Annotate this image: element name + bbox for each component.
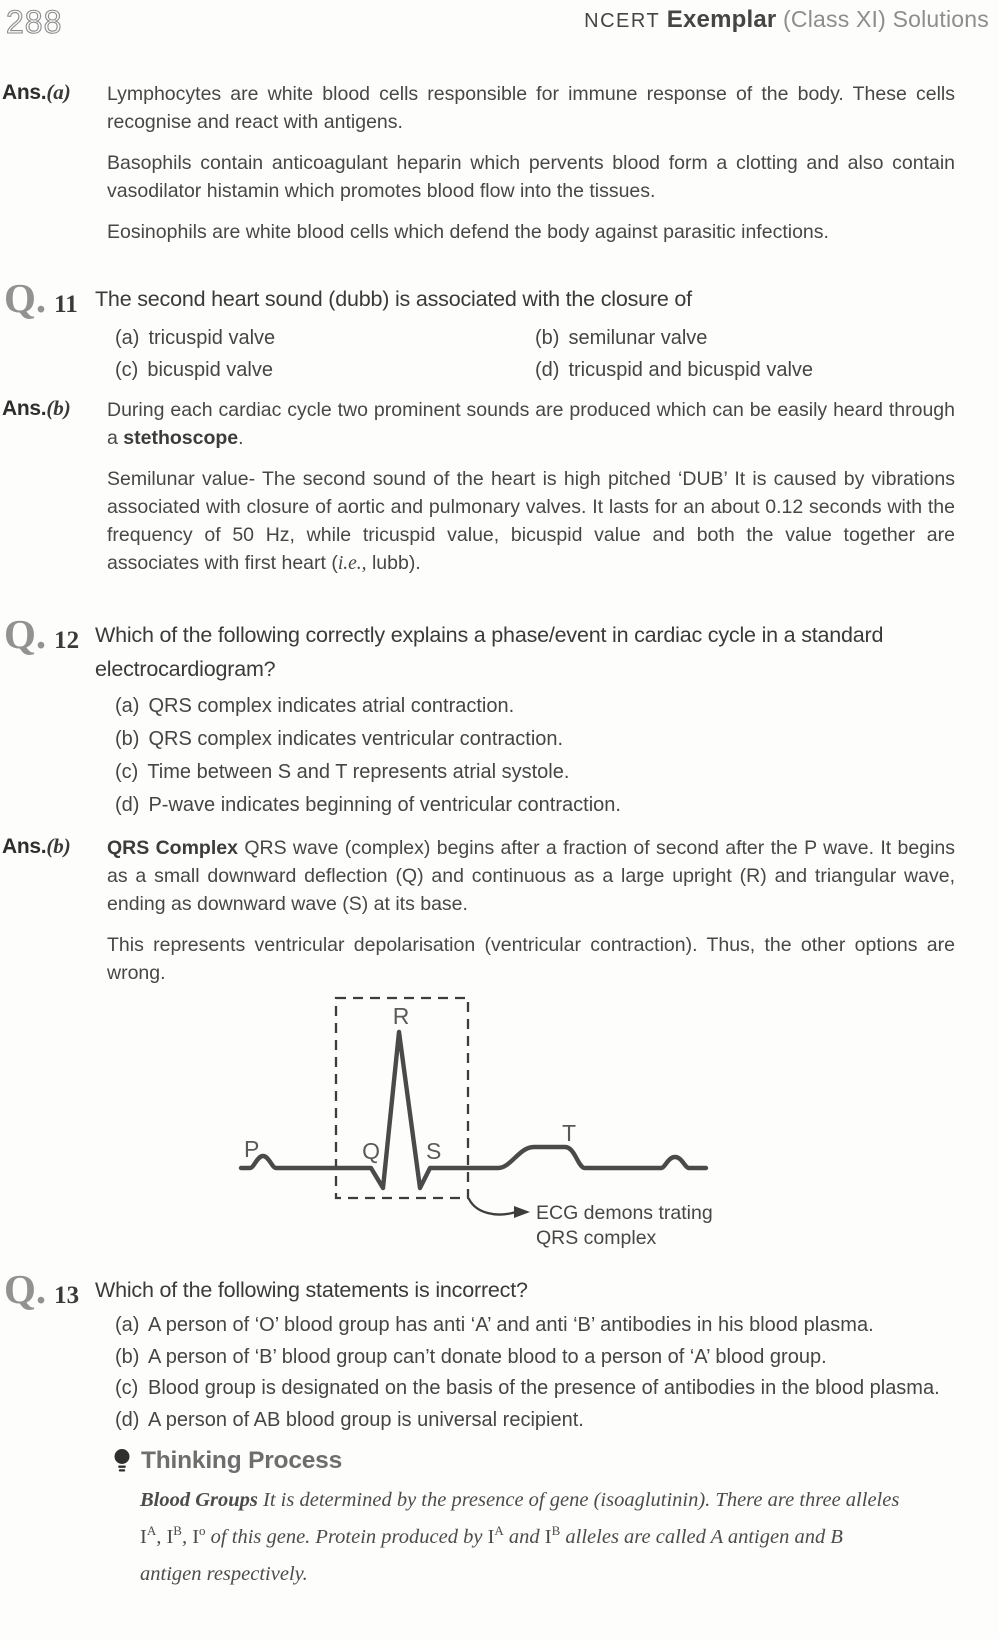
thinking-process-header xyxy=(114,1447,904,1475)
question-13-block xyxy=(0,1266,999,1437)
option-a: (a) QRS complex indicates atrial contraction. xyxy=(115,695,515,717)
question-text: Which of the following statements is incorrect? xyxy=(95,1278,528,1302)
s-wave-label: S xyxy=(426,1138,442,1164)
option-d: (d) tricuspid and bicuspid valve xyxy=(535,359,814,381)
option-d: (d) P-wave indicates beginning of ventricular contraction. xyxy=(115,794,621,816)
thinking-process-body: Blood Groups It is determined by the presence of gene (isoaglutinin). There are three alleles $I^A$, $I^B$, $I^o$ of this gene. Protein produced by $I^A$ and $I^B$ alleles are called A antigen and B antigen respectively. xyxy=(140,1489,900,1585)
q-glyph: Q. xyxy=(4,275,47,321)
thinking-process-section xyxy=(114,1447,904,1593)
paragraph: Lymphocytes are white blood cells responsible for immune response of the body. These cells recognise and react with antigens. xyxy=(107,83,955,133)
ecg-waveform-figure xyxy=(228,991,778,1256)
answer-10-block xyxy=(0,80,999,246)
book-title xyxy=(584,6,989,34)
answer-label: Ans.(b) xyxy=(2,834,71,858)
lightbulb-icon xyxy=(114,1448,130,1474)
t-wave-label: T xyxy=(561,1120,577,1146)
question-number: 12 xyxy=(54,627,80,654)
question-text: Which of the following correctly explains a phase/event in cardiac cycle in a standard electrocardiogram? xyxy=(95,623,884,681)
option-b: (b) QRS complex indicates ventricular contraction. xyxy=(115,728,564,750)
thinking-process-title: Thinking Process xyxy=(141,1447,343,1474)
option-d: (d) A person of AB blood group is universal recipient. xyxy=(115,1408,584,1431)
question-12-block xyxy=(0,611,999,822)
paragraph: Eosinophils are white blood cells which defend the body against parasitic infections. xyxy=(107,221,829,243)
paragraph: This represents ventricular depolarisation (ventricular contraction). Thus, the other options are wrong. xyxy=(107,934,955,984)
options-grid xyxy=(115,322,955,386)
question-label xyxy=(0,1266,95,1437)
question-11-block xyxy=(0,275,999,386)
allele-IB: $I^B$ xyxy=(166,1523,182,1548)
paragraph: Basophils contain anticoagulant heparin which pervents blood form a clotting and also contain vasodilator histamin which promotes blood flow into the tissues. xyxy=(107,152,955,202)
page-header xyxy=(0,0,999,38)
allele-IA: $I^A$ xyxy=(140,1523,157,1548)
paragraph: QRS Complex QRS wave (complex) begins after a fraction of second after the P wave. It begins as a small downward deflection (Q) and continuous as a large upright (R) and triangular wave, ending as downward wave (S) at its base. xyxy=(107,837,956,915)
question-number: 11 xyxy=(54,291,78,318)
allele-Io: $I^o$ xyxy=(192,1523,206,1548)
book-title-exemplar: Exemplar xyxy=(666,6,777,33)
book-title-ncert: NCERT xyxy=(584,10,661,32)
q-glyph: Q. xyxy=(4,1266,47,1312)
answer-body xyxy=(107,396,955,578)
ecg-caption-line1: ECG demons trating xyxy=(536,1202,713,1224)
answer-label: Ans.(b) xyxy=(2,396,71,420)
question-label xyxy=(0,275,95,386)
question-text: The second heart sound (dubb) is associated with the closure of xyxy=(95,287,692,311)
options-list xyxy=(115,1311,955,1434)
answer-12-block xyxy=(0,834,999,987)
thinking-lead: Blood Groups xyxy=(140,1489,258,1511)
ecg-diagram xyxy=(228,991,999,1261)
paragraph: Semilunar value- The second sound of the heart is high pitched ‘DUB’ It is caused by vibrations associated with closure of aortic and pulmonary valves. It lasts for an about 0.12 seconds with the frequency of 50 Hz, while tricuspid value, bicuspid value and both the value together are associates with first heart (i.e., lubb). xyxy=(107,468,955,574)
q-wave-label: Q xyxy=(362,1138,380,1164)
answer-body xyxy=(107,80,955,246)
caption-arrowhead xyxy=(514,1206,530,1218)
options-list xyxy=(115,690,955,822)
answer-label: Ans.(a) xyxy=(2,80,71,104)
ecg-trace xyxy=(241,1032,706,1188)
option-b: (b) A person of ‘B’ blood group can’t donate blood to a person of ‘A’ blood group. xyxy=(115,1345,827,1368)
option-a: (a) A person of ‘O’ blood group has anti ‘A’ and anti ‘B’ antibodies in his blood plasma. xyxy=(115,1314,874,1336)
answer-body xyxy=(107,834,955,987)
caption-arrow xyxy=(469,1199,516,1214)
option-c: (c) Time between S and T represents atrial systole. xyxy=(115,761,570,783)
answer-11-block xyxy=(0,396,999,578)
question-number: 13 xyxy=(54,1282,80,1309)
ecg-caption-line2: QRS complex xyxy=(536,1227,657,1249)
option-c: (c) bicuspid valve xyxy=(115,359,273,381)
r-wave-label: R xyxy=(392,1003,410,1029)
paragraph: During each cardiac cycle two prominent sounds are produced which can be easily heard through a stethoscope. xyxy=(107,399,955,449)
book-title-rest: (Class XI) Solutions xyxy=(783,6,989,32)
option-a: (a) tricuspid valve xyxy=(115,327,276,349)
allele-IA: $I^A$ xyxy=(487,1523,504,1548)
question-label xyxy=(0,611,95,822)
page-number: 288 xyxy=(6,4,63,40)
q-glyph: Q. xyxy=(4,611,47,657)
option-c: (c) Blood group is designated on the basis of the presence of antibodies in the blood plasma. xyxy=(115,1377,940,1399)
p-wave-label: P xyxy=(244,1136,260,1162)
option-b: (b) semilunar valve xyxy=(535,327,708,349)
allele-IB: $I^B$ xyxy=(544,1523,561,1548)
